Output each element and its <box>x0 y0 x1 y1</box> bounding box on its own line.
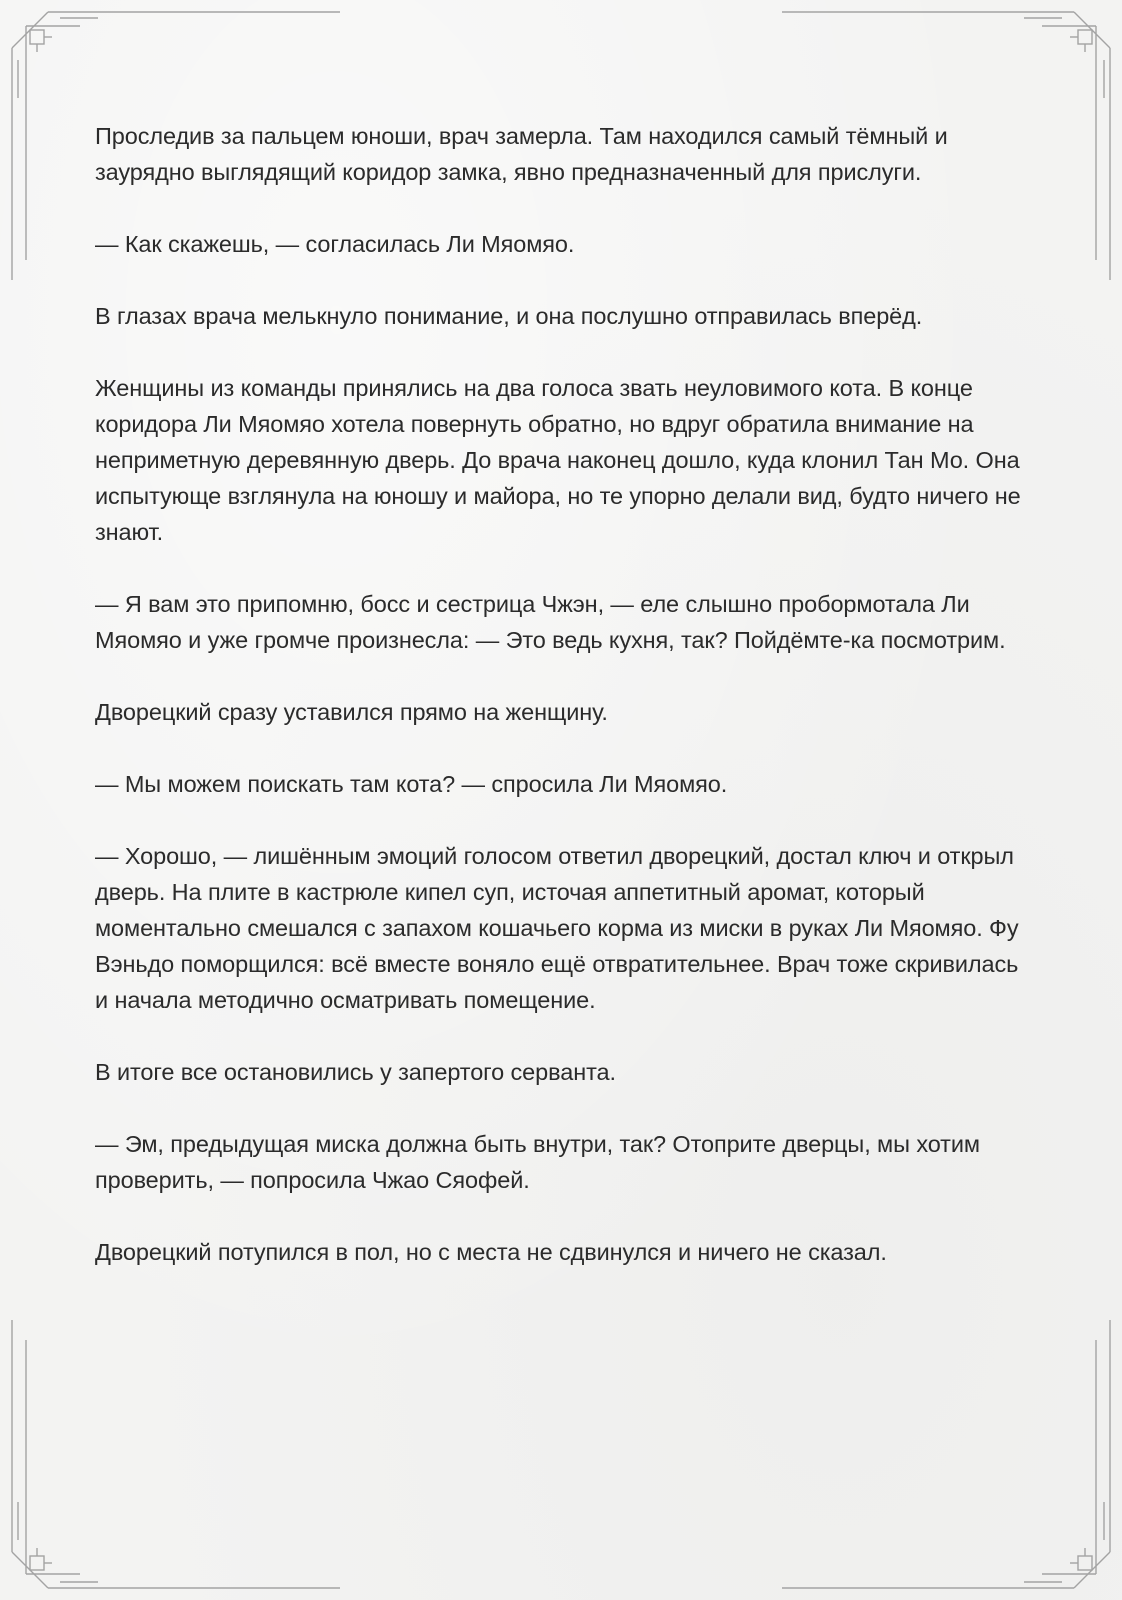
paragraph: В итоге все остановились у запертого серванта. <box>95 1059 616 1085</box>
paragraph: В глазах врача мелькнуло понимание, и она послушно отправилась вперёд. <box>95 303 923 329</box>
paragraph: Дворецкий сразу уставился прямо на женщину. <box>95 699 608 725</box>
paragraph: Проследив за пальцем юноши, врач замерла. Там находился самый тёмный и заурядно выглядящий коридор замка, явно предназначенный для прислуги. <box>95 123 948 185</box>
paragraph: — Мы можем поискать там кота? — спросила Ли Мяомяо. <box>95 771 728 797</box>
paragraph: Женщины из команды принялись на два голоса звать неуловимого кота. В конце коридора Ли Мяомяо хотела повернуть обратно, но вдруг обратила внимание на неприметную деревянную дверь. До врача наконец дошло, куда клонил Тан Мо. Она испытующе взглянула на юношу и майора, но те упорно делали вид, будто ничего не знают. <box>95 375 1021 545</box>
paragraph: — Хорошо, — лишённым эмоций голосом ответил дворецкий, достал ключ и открыл дверь. На плите в кастрюле кипел суп, источая аппетитный аромат, который моментально смешался с запахом кошачьего корма из миски в руках Ли Мяомяо. Фу Вэньдо поморщился: всё вместе воняло ещё отвратительнее. Врач тоже скривилась и начала методично осматривать помещение. <box>95 843 1019 1013</box>
paragraph: — Эм, предыдущая миска должна быть внутри, так? Отоприте дверцы, мы хотим проверить, — попросила Чжао Сяофей. <box>95 1131 980 1193</box>
corner-ornament-bottom-right <box>782 1320 1110 1588</box>
paragraph: — Как скажешь, — согласилась Ли Мяомяо. <box>95 231 575 257</box>
paragraph: Дворецкий потупился в пол, но с места не сдвинулся и ничего не сказал. <box>95 1239 887 1265</box>
paragraph: — Я вам это припомню, босс и сестрица Чжэн, — еле слышно пробормотала Ли Мяомяо и уже громче произнесла: — Это ведь кухня, так? Пойдёмте-ка посмотрим. <box>95 591 1006 653</box>
document-body <box>95 118 1030 1306</box>
corner-ornament-bottom-left <box>12 1320 340 1588</box>
